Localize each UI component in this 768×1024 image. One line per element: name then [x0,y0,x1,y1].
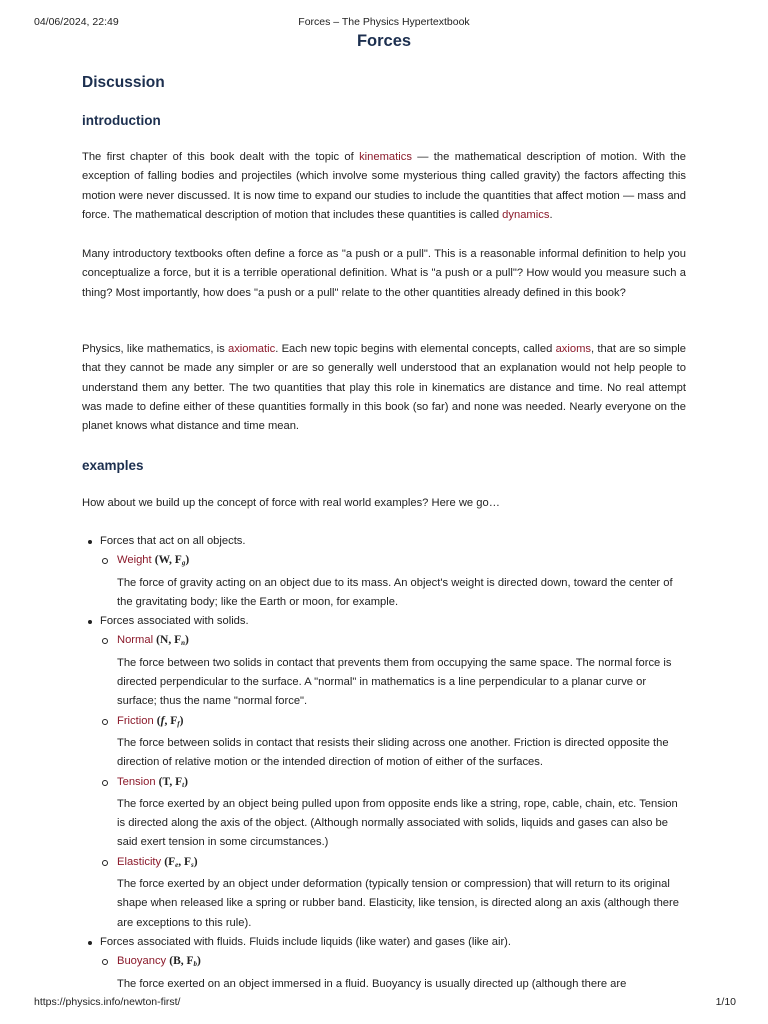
symbol-primary: F [168,855,176,868]
force-normal-link[interactable]: Normal [117,634,154,647]
force-group-label: Forces that act on all objects. [100,535,246,547]
circle-bullet-icon [102,558,108,564]
force-item [82,551,686,573]
symbol-subscript: g [181,559,186,568]
symbol-subscript: n [181,639,186,648]
symbol-primary: f [160,714,165,727]
force-description: The force of gravity acting on an object due to its mass. An object's weight is directed down, toward the center of the gravitating body; like the Earth or moon, for example. [117,576,673,608]
force-group-label: Forces associated with solids. [100,615,249,628]
circle-bullet-icon [102,959,108,965]
force-symbol [157,715,184,727]
symbol-secondary: F [183,855,192,868]
circle-bullet-icon [102,860,108,866]
text: — the mathematical description of motion. With the exception of falling bodies and projectiles (which involve some mysterious thing called gravity) the factors affecting this motion were never discussed. It is now time to expand our studies to include the quantities that affect motion — mass and force. The mathematical description of motion that includes these quantities is called [82,151,686,221]
force-description: The force between two solids in contact that prevents them from occupying the same space. The normal force is directed perpendicular to the surface. A "normal" in mathematics is a line perpendicular to a planar curve or surface; thus the name "normal force". [117,656,672,708]
symbol-primary: N [160,634,169,647]
symbol-paren: ) [185,554,190,567]
force-item [82,952,686,974]
circle-bullet-icon [102,719,108,725]
axiomatic-link[interactable]: axiomatic [227,343,276,355]
print-url: https://physics.info/newton-first/ [34,996,181,1008]
force-item [82,853,686,875]
symbol-paren: ( [164,855,169,868]
force-item [82,712,686,734]
force-tension-link[interactable]: Tension [117,775,156,788]
symbol-separator: , [178,855,184,868]
symbol-secondary: F [170,714,178,727]
force-group-label: Forces associated with fluids. Fluids include liquids (like water) and gases (like air). [100,935,511,948]
symbol-paren: ( [158,775,163,788]
symbol-separator: , [180,955,187,968]
symbol-paren: ( [169,955,174,968]
force-symbol [155,554,189,566]
force-list [82,532,686,994]
force-weight-link[interactable]: Weight [117,554,152,567]
force-item [82,631,686,653]
force-symbol [159,776,188,788]
force-description: The force between solids in contact that resists their sliding across one another. Friction is directed opposite the direction of relative motion or the intended direction of motion of either of the surfaces. [117,736,669,769]
symbol-subscript: b [193,960,198,969]
force-item [82,773,686,795]
force-description: The force exerted on an object immersed in a fluid. Buoyancy is usually directed up (although there are [117,977,627,990]
symbol-secondary: F [175,775,183,788]
symbol-paren: ( [154,554,159,567]
bullet-icon [88,620,92,624]
symbol-paren: ) [185,634,189,647]
circle-bullet-icon [102,638,108,644]
symbol-paren: ) [179,714,184,727]
symbol-secondary: F [174,634,182,647]
symbol-paren: ) [193,855,198,868]
force-group [82,933,686,952]
symbol-primary: B [173,955,181,968]
text: . [549,208,553,221]
print-datetime: 04/06/2024, 22:49 [34,16,119,28]
examples-intro: How about we build up the concept of force with real world examples? Here we go… [82,497,500,509]
force-symbol [156,634,189,646]
symbol-separator: , [164,714,171,727]
discussion-heading: Discussion [82,74,165,91]
print-doc-title: Forces – The Physics Hypertextbook [298,16,470,28]
symbol-separator: , [169,775,176,788]
symbol-paren: ) [184,775,188,788]
bullet-icon [88,941,92,945]
force-group [82,612,686,631]
text: , that are so simple that they cannot be made any simpler or are so generally well understood that an explanation would not help people to understand them any better. The two quantities that play this role in kinematics are distance and time. No real attempt was made to define either of these quantities formally in this book (so far) and none was needed. Nearly everyone on the planet knows what distance and time mean. [82,343,687,433]
symbol-primary: W [158,554,170,567]
symbol-primary: T [162,775,170,788]
kinematics-link[interactable]: kinematics [359,151,412,163]
force-description: The force exerted by an object being pulled upon from opposite ends like a string, rope, cable, chain, etc. Tension is directed along the axis of the object. (Although normally associated with solids, liquids and gases can also be said exert tension in some circumstances.) [117,797,678,849]
force-symbol [164,856,197,868]
intro-paragraph-2: Many introductory textbooks often define a force as "a push or a pull". This is a reasonable informal definition to help you conceptualize a force, but it is a terrible operational definition. What is "a push or a pull"? How would you measure such a thing? Most importantly, how does "a push or a pull" relate to the other quantities already defined in this book? [82,248,686,299]
axioms-link[interactable]: axioms [555,343,591,355]
print-page-number: 1/10 [715,996,736,1008]
examples-heading: examples [82,458,144,473]
symbol-subscript: t [182,780,185,789]
force-friction-link[interactable]: Friction [117,714,154,727]
bullet-icon [88,540,92,544]
force-buoyancy-link[interactable]: Buoyancy [117,955,167,968]
symbol-paren: ( [156,714,161,727]
symbol-subscript: f [177,719,180,728]
symbol-separator: , [169,554,175,567]
symbol-paren: ) [197,955,201,968]
symbol-secondary: F [186,955,194,968]
symbol-subscript: s [191,860,194,869]
text: Physics, like mathematics, is [82,343,228,355]
force-group [82,532,686,551]
page-title: Forces [356,32,412,50]
dynamics-link[interactable]: dynamics [502,208,550,221]
force-description: The force exerted by an object under deformation (typically tension or compression) that will return to its original shape when released like a spring or rubber band. Elasticity, like tension, is directed along an axis (although there are exceptions to this rule). [117,878,679,929]
circle-bullet-icon [102,780,108,786]
introduction-heading: introduction [82,113,161,128]
intro-paragraph-3 [82,340,686,436]
force-elasticity-link[interactable]: Elasticity [117,855,162,868]
symbol-separator: , [168,634,175,647]
text: . Each new topic begins with elemental concepts, called [275,343,556,355]
text: The first chapter of this book dealt with the topic of [82,151,360,163]
symbol-subscript: e [175,860,179,869]
symbol-paren: ( [156,634,161,647]
force-symbol [169,955,201,967]
intro-paragraph-1 [82,148,686,225]
symbol-secondary: F [174,554,182,567]
